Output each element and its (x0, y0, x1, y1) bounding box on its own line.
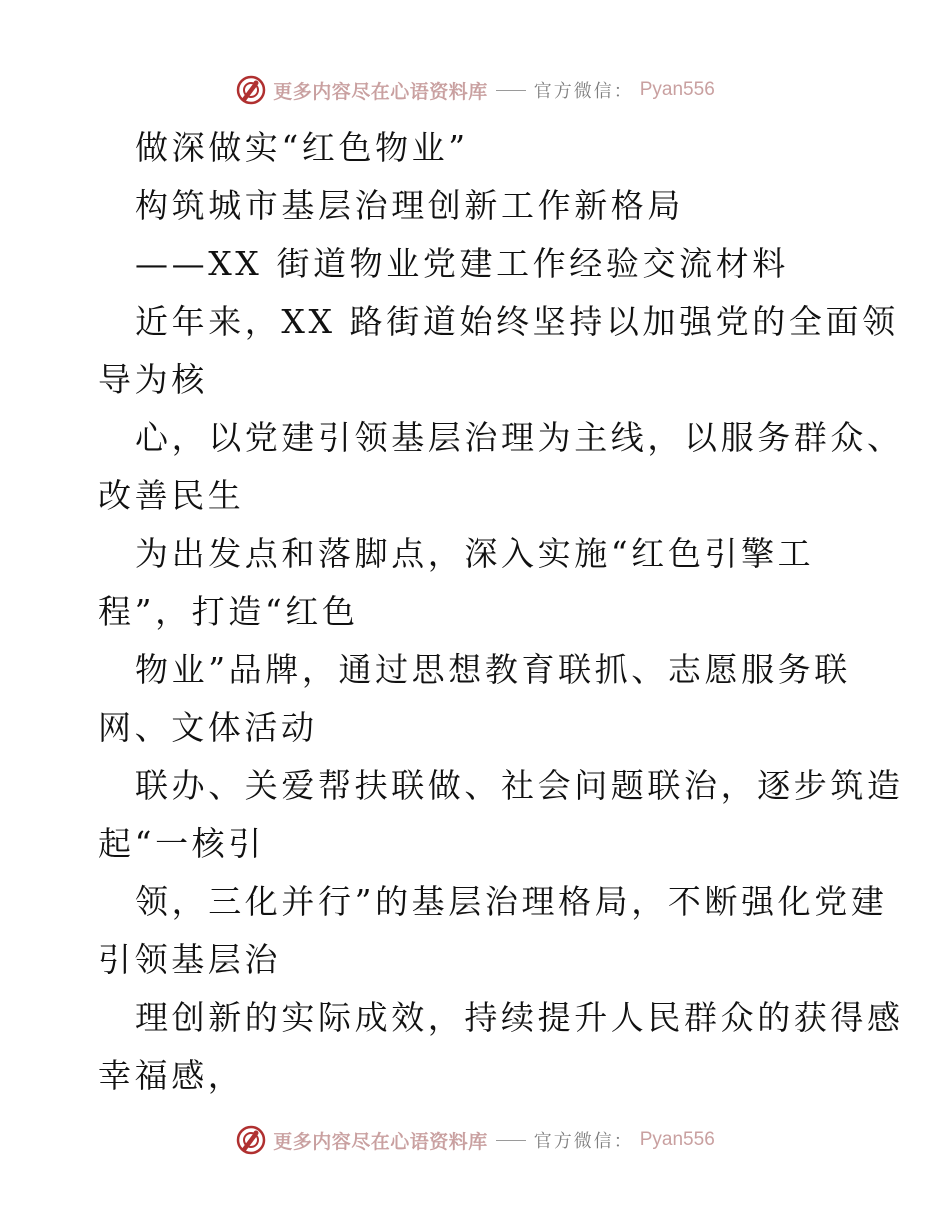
header-watermark (0, 72, 950, 108)
watermark-brand-text: 更多内容尽在心语资料库 (273, 1130, 488, 1153)
brand-logo-icon (235, 1124, 267, 1156)
paragraph-line: 理创新的实际成效，持续提升人民群众的获得感 (135, 998, 904, 1037)
document-title: 做深做实“红色物业” (135, 128, 469, 167)
paragraph-line: 改善民生 (98, 476, 245, 515)
paragraph-line: 物业”品牌，通过思想教育联抓、志愿服务联 (135, 650, 851, 689)
paragraph-line: 幸福感， (98, 1056, 245, 1095)
paragraph-line: 为出发点和落脚点，深入实施“红色引擎工 (135, 534, 815, 573)
watermark-separator (496, 1140, 526, 1141)
paragraph-line: 引领基层治 (98, 940, 281, 979)
paragraph-line: 导为核 (98, 360, 208, 399)
document-subtitle: 构筑城市基层治理创新工作新格局 (135, 186, 684, 225)
paragraph-line: 领，三化并行”的基层治理格局，不断强化党建 (135, 882, 888, 921)
watermark-wechat-id: Pyan556 (639, 79, 715, 100)
paragraph-line: 网、文体活动 (98, 708, 318, 747)
paragraph-line: 心，以党建引领基层治理为主线，以服务群众、 (135, 418, 904, 457)
paragraph-line: 程”，打造“红色 (98, 592, 359, 631)
paragraph-line: 起“一核引 (98, 824, 265, 863)
footer-watermark (0, 1122, 950, 1158)
watermark-official-label: 官方微信： (533, 81, 634, 102)
watermark-wechat-id: Pyan556 (639, 1129, 715, 1150)
document-byline: ——XX 街道物业党建工作经验交流材料 (135, 244, 789, 283)
paragraph-line: 联办、关爱帮扶联做、社会问题联治，逐步筑造 (135, 766, 904, 805)
watermark-separator (496, 90, 526, 91)
brand-logo-icon (235, 74, 267, 106)
watermark-brand-text: 更多内容尽在心语资料库 (273, 80, 488, 103)
paragraph-line: 近年来，XX 路街道始终坚持以加强党的全面领 (135, 302, 899, 341)
watermark-official-label: 官方微信： (533, 1131, 634, 1152)
